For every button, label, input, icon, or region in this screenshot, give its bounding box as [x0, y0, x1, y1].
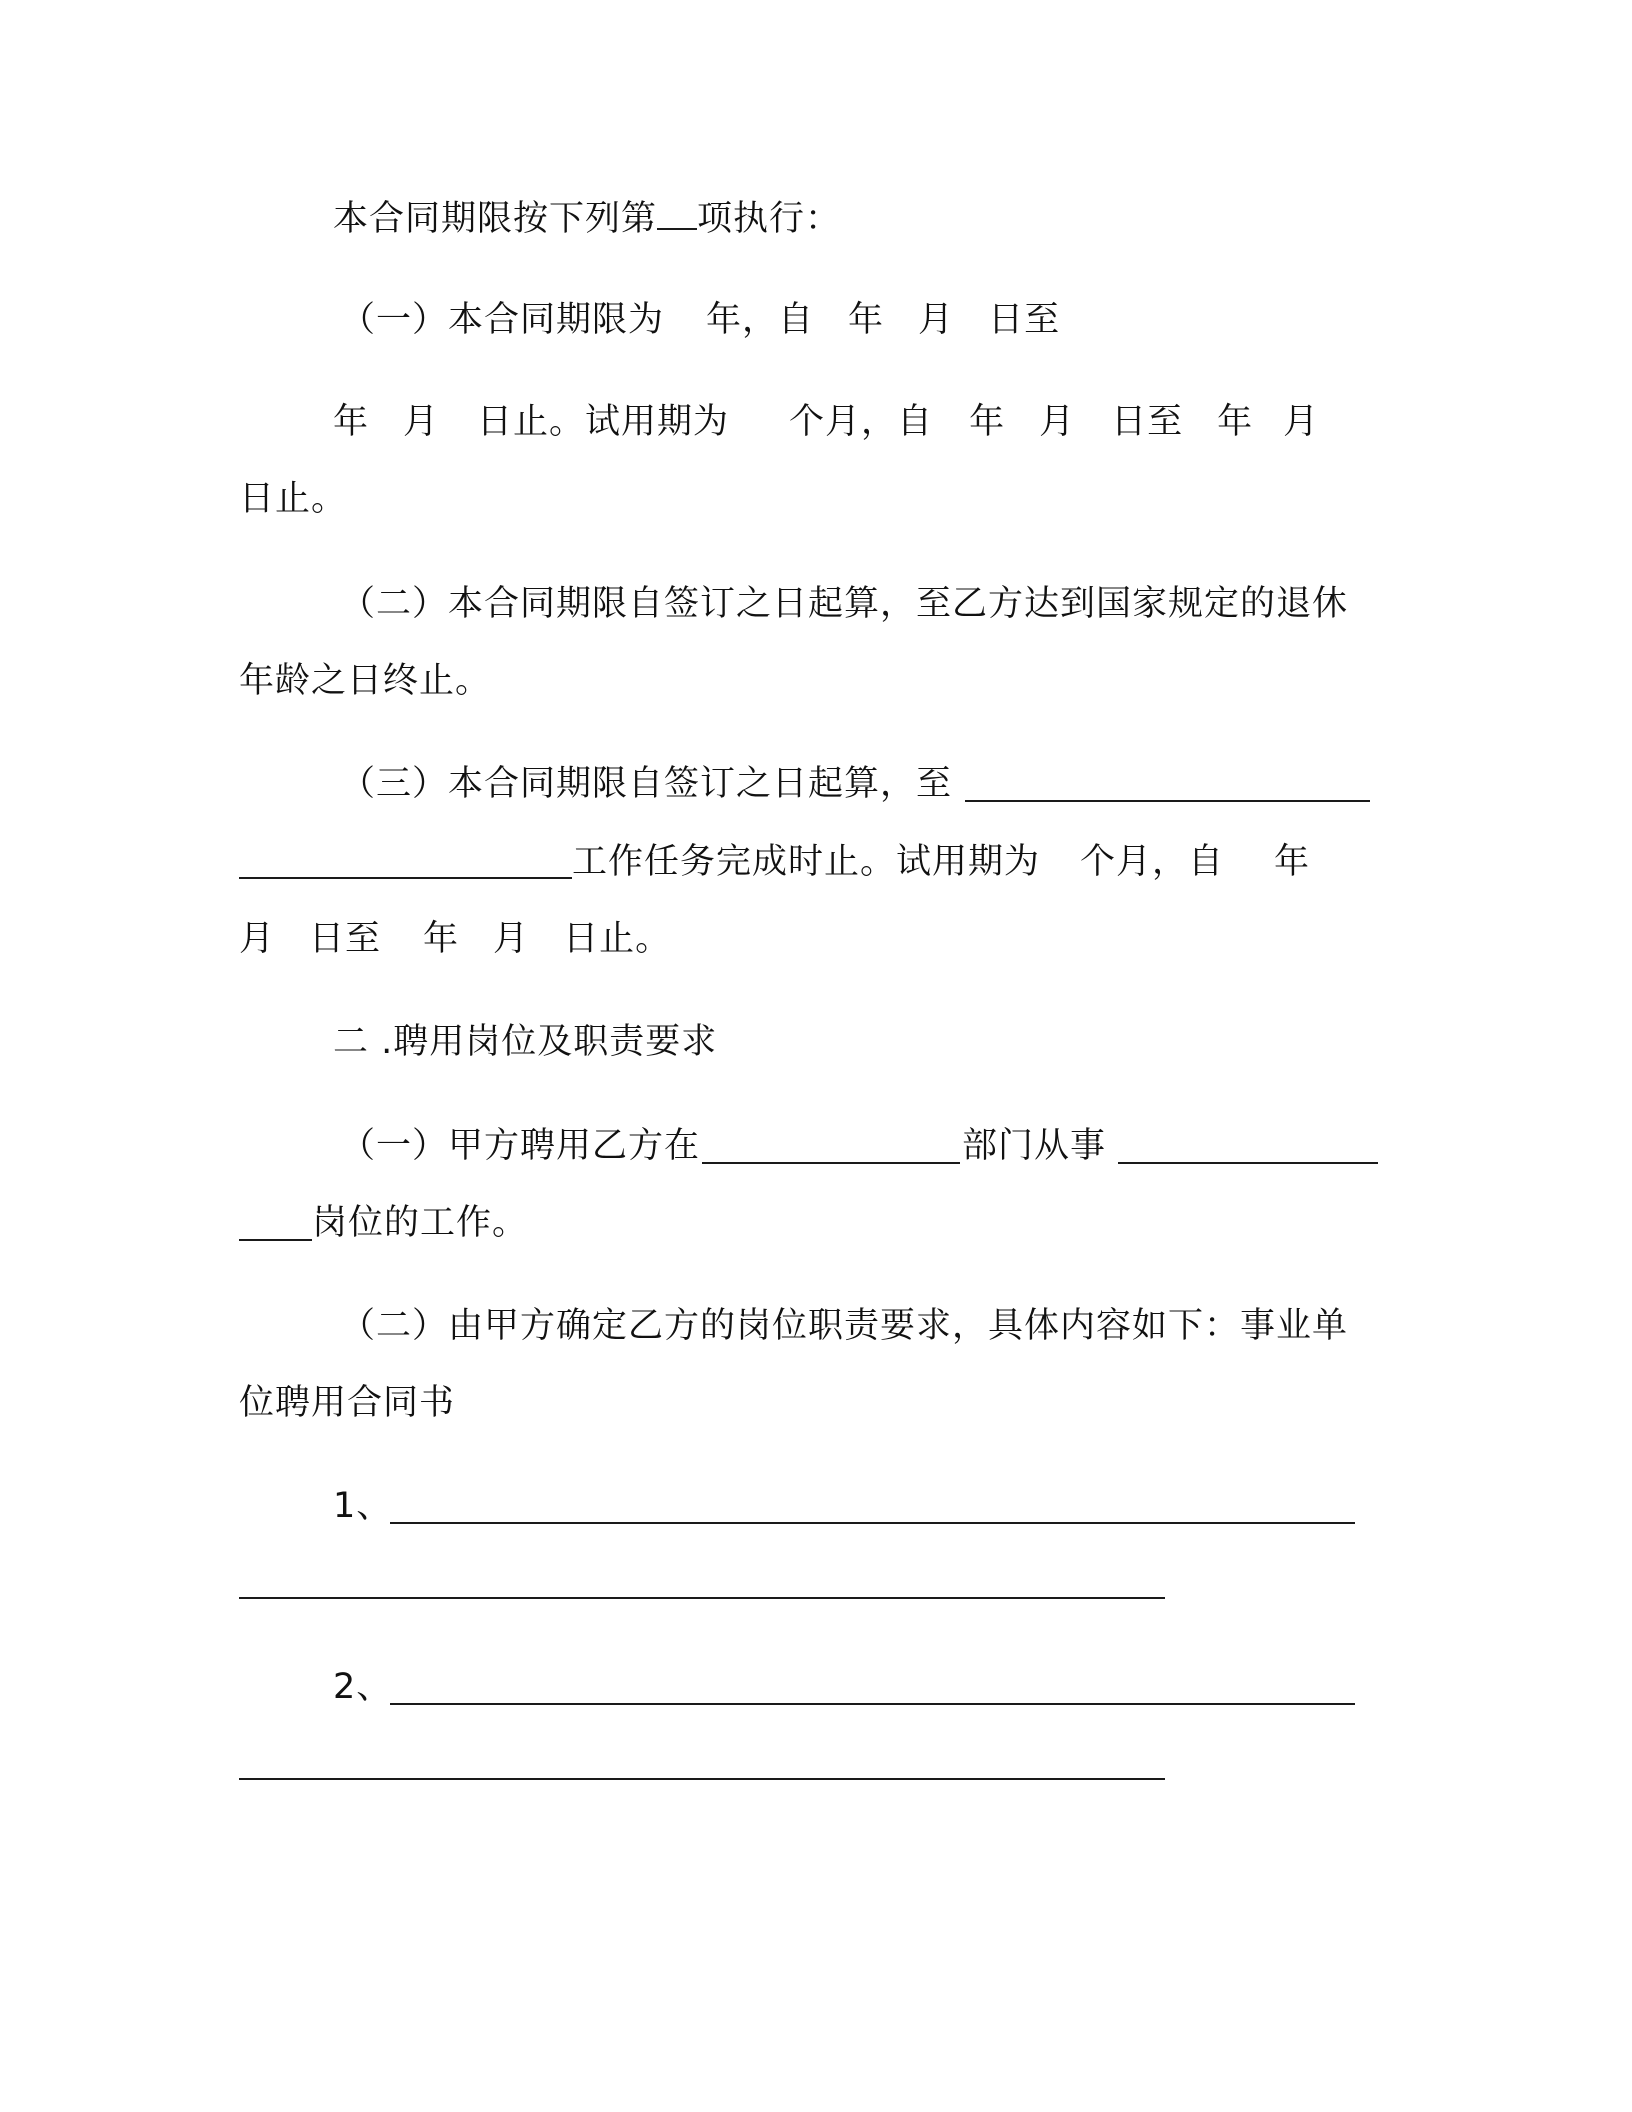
term-option-2-line-2: 年龄之日终止。	[239, 661, 492, 701]
term-option-1-year-label: 年，自	[706, 300, 815, 340]
term-option-3-start-day: 日至	[309, 919, 382, 959]
term-option-3-blank-1[interactable]	[965, 800, 1370, 802]
term-option-1-line-3: 日止。	[239, 479, 348, 519]
term-option-1-start-year: 年	[848, 300, 885, 340]
position-blank-2[interactable]	[239, 1239, 312, 1241]
term-option-3-probation-label: 工作任务完成时止。试用期为	[572, 842, 1041, 882]
duty-item-2-number: 2、	[333, 1667, 393, 1707]
term-option-3-end-year: 年	[423, 919, 460, 959]
position-blank-1[interactable]	[1118, 1162, 1378, 1164]
term-option-1-probation-months: 个月，自	[789, 402, 934, 442]
term-option-1-probation-start-year: 年	[969, 402, 1006, 442]
position-clause-line-1	[340, 1124, 700, 1168]
term-option-2-line-1: （二）本合同期限自签订之日起算，至乙方达到国家规定的退休	[340, 584, 1349, 624]
duty-item-1-number: 1、	[333, 1486, 393, 1526]
term-option-1-probation-end-month: 月	[1283, 402, 1320, 442]
term-option-1-probation-label: 日止。试用期为	[477, 402, 730, 442]
term-option-1-probation-start-day: 日至	[1111, 402, 1184, 442]
position-clause-suffix: 岗位的工作。	[312, 1203, 529, 1243]
duty-item-1-blank-2[interactable]	[239, 1597, 1165, 1599]
term-option-3-probation-months: 个月，自	[1080, 842, 1225, 882]
section-two-title: 二 .聘用岗位及职责要求	[333, 1022, 718, 1062]
term-option-1-line-2	[333, 400, 1319, 444]
term-intro-after: 项执行：	[697, 199, 842, 239]
term-option-3-blank-2[interactable]	[239, 877, 572, 879]
term-option-3-line-2	[572, 840, 1310, 884]
term-option-1-probation-start-month: 月	[1039, 402, 1076, 442]
term-option-3-probation-start-year: 年	[1274, 842, 1311, 882]
term-option-3-end-month: 月	[493, 919, 530, 959]
term-option-1-probation-end-year: 年	[1217, 402, 1254, 442]
term-option-1-start-month: 月	[918, 300, 955, 340]
duty-item-2-blank-2[interactable]	[239, 1778, 1165, 1780]
term-option-3-start-month: 月	[239, 919, 276, 959]
position-clause-middle: 部门从事	[962, 1126, 1107, 1166]
term-option-3-line-3	[239, 917, 671, 961]
term-option-1-start-day: 日至	[988, 300, 1061, 340]
duties-clause-line-1: （二）由甲方确定乙方的岗位职责要求，具体内容如下：事业单	[340, 1306, 1349, 1346]
duty-item-2-blank-1[interactable]	[390, 1703, 1355, 1705]
position-clause-prefix: （一）甲方聘用乙方在	[340, 1126, 701, 1166]
duties-clause-line-2: 位聘用合同书	[239, 1383, 456, 1423]
term-option-1-end-year: 年	[333, 402, 370, 442]
term-option-3-line-1	[340, 762, 952, 806]
term-intro	[333, 194, 841, 241]
department-blank[interactable]	[702, 1162, 960, 1164]
term-option-3-prefix: （三）本合同期限自签订之日起算，至	[340, 764, 953, 804]
duty-item-1-blank-1[interactable]	[390, 1522, 1355, 1524]
term-intro-before: 本合同期限按下列第	[333, 199, 658, 239]
term-option-1-line-1	[340, 298, 1060, 342]
term-option-1-end-month: 月	[403, 402, 440, 442]
term-option-3-end-day: 日止。	[563, 919, 672, 959]
term-option-blank[interactable]	[657, 194, 697, 230]
term-option-1-prefix: （一）本合同期限为	[340, 300, 665, 340]
